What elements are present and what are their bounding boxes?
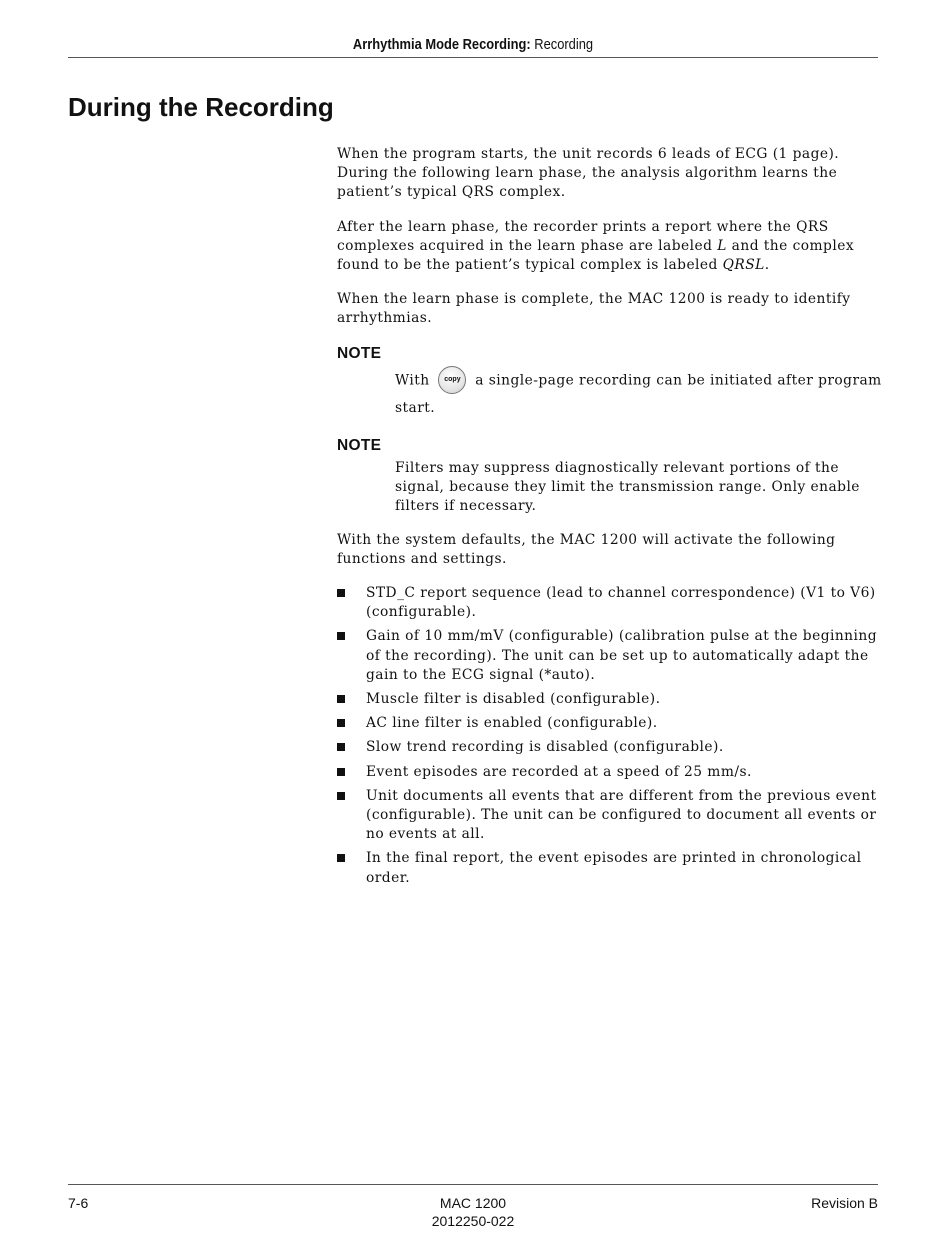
running-header-subsection: Recording (530, 36, 594, 53)
running-header (125, 36, 822, 53)
page-number: 7-6 (68, 1195, 89, 1211)
list-intro: With the system defaults, the MAC 1200 will activate the following functions and settings. (337, 531, 836, 567)
label-l: L (717, 237, 727, 254)
list-item-text: AC line filter is enabled (configurable). (366, 715, 658, 732)
list-item (337, 690, 882, 709)
list-item (337, 763, 882, 782)
body-content (337, 145, 882, 893)
list-item (337, 787, 882, 845)
paragraph-text: and the complex found to be the patient’s typical complex is labeled (337, 237, 855, 274)
note-copy-key (395, 367, 882, 422)
running-header-section: Arrhythmia Mode Recording: (352, 36, 531, 53)
paragraph-text: . (764, 257, 770, 274)
note-text: a single-page recording can be initiated after program start. (395, 372, 882, 416)
list-item (337, 584, 882, 622)
list-item-text: Gain of 10 mm/mV (configurable) (calibration pulse at the beginning of the recording). The unit can be set up to automatically adapt the gain to the ECG signal (*auto). (366, 628, 877, 683)
copy-key-icon: copy (438, 366, 466, 394)
list-item-text: Unit documents all events that are different from the previous event (configurable). The unit can be configured to document all events or no events at all. (366, 787, 877, 843)
document-number: 2012250-022 (431, 1213, 515, 1229)
bullet-square-icon (337, 743, 345, 751)
revision-label: Revision B (811, 1195, 878, 1211)
header-rule (68, 57, 878, 58)
paragraph-program-start: When the program starts, the unit records 6 leads of ECG (1 page). During the following learn phase, the analysis algorithm learns the patient’s typical QRS complex. (337, 146, 840, 201)
list-item-text: Slow trend recording is disabled (configurable). (366, 739, 724, 756)
bullet-square-icon (337, 719, 345, 727)
note-label: NOTE (337, 436, 382, 454)
bullet-square-icon (337, 632, 345, 640)
list-item-text: STD_C report sequence (lead to channel correspondence) (V1 to V6) (configurable). (366, 585, 876, 621)
list-item (337, 627, 882, 685)
list-item (337, 738, 882, 757)
footer-product (373, 1194, 573, 1230)
list-item-text: Muscle filter is disabled (configurable). (366, 691, 661, 708)
section-title: During the Recording (68, 92, 334, 122)
bullet-square-icon (337, 792, 345, 800)
footer-rule (68, 1184, 878, 1185)
paragraph-text: After the learn phase, the recorder prints a report where the QRS complexes acquired in the learn phase are labeled (337, 218, 829, 254)
bullet-square-icon (337, 854, 345, 862)
bullet-square-icon (337, 589, 345, 597)
list-item-text: In the final report, the event episodes are printed in chronological order. (366, 850, 862, 886)
list-item-text: Event episodes are recorded at a speed of 25 mm/s. (366, 763, 752, 780)
note-filters: Filters may suppress diagnostically relevant portions of the signal, because they limit the transmission range. Only enable filters if necessary. (395, 460, 860, 515)
paragraph-learn-phase-report (337, 218, 882, 276)
product-name: MAC 1200 (439, 1195, 507, 1211)
bullet-square-icon (337, 695, 345, 703)
bullet-square-icon (337, 768, 345, 776)
list-item (337, 849, 882, 887)
note-text: With (395, 372, 435, 389)
default-settings-list (337, 584, 882, 888)
paragraph-ready: When the learn phase is complete, the MAC 1200 is ready to identify arrhythmias. (337, 291, 851, 327)
list-item (337, 714, 882, 733)
note-label: NOTE (337, 344, 382, 362)
label-qrsl: QRSL (722, 257, 765, 274)
